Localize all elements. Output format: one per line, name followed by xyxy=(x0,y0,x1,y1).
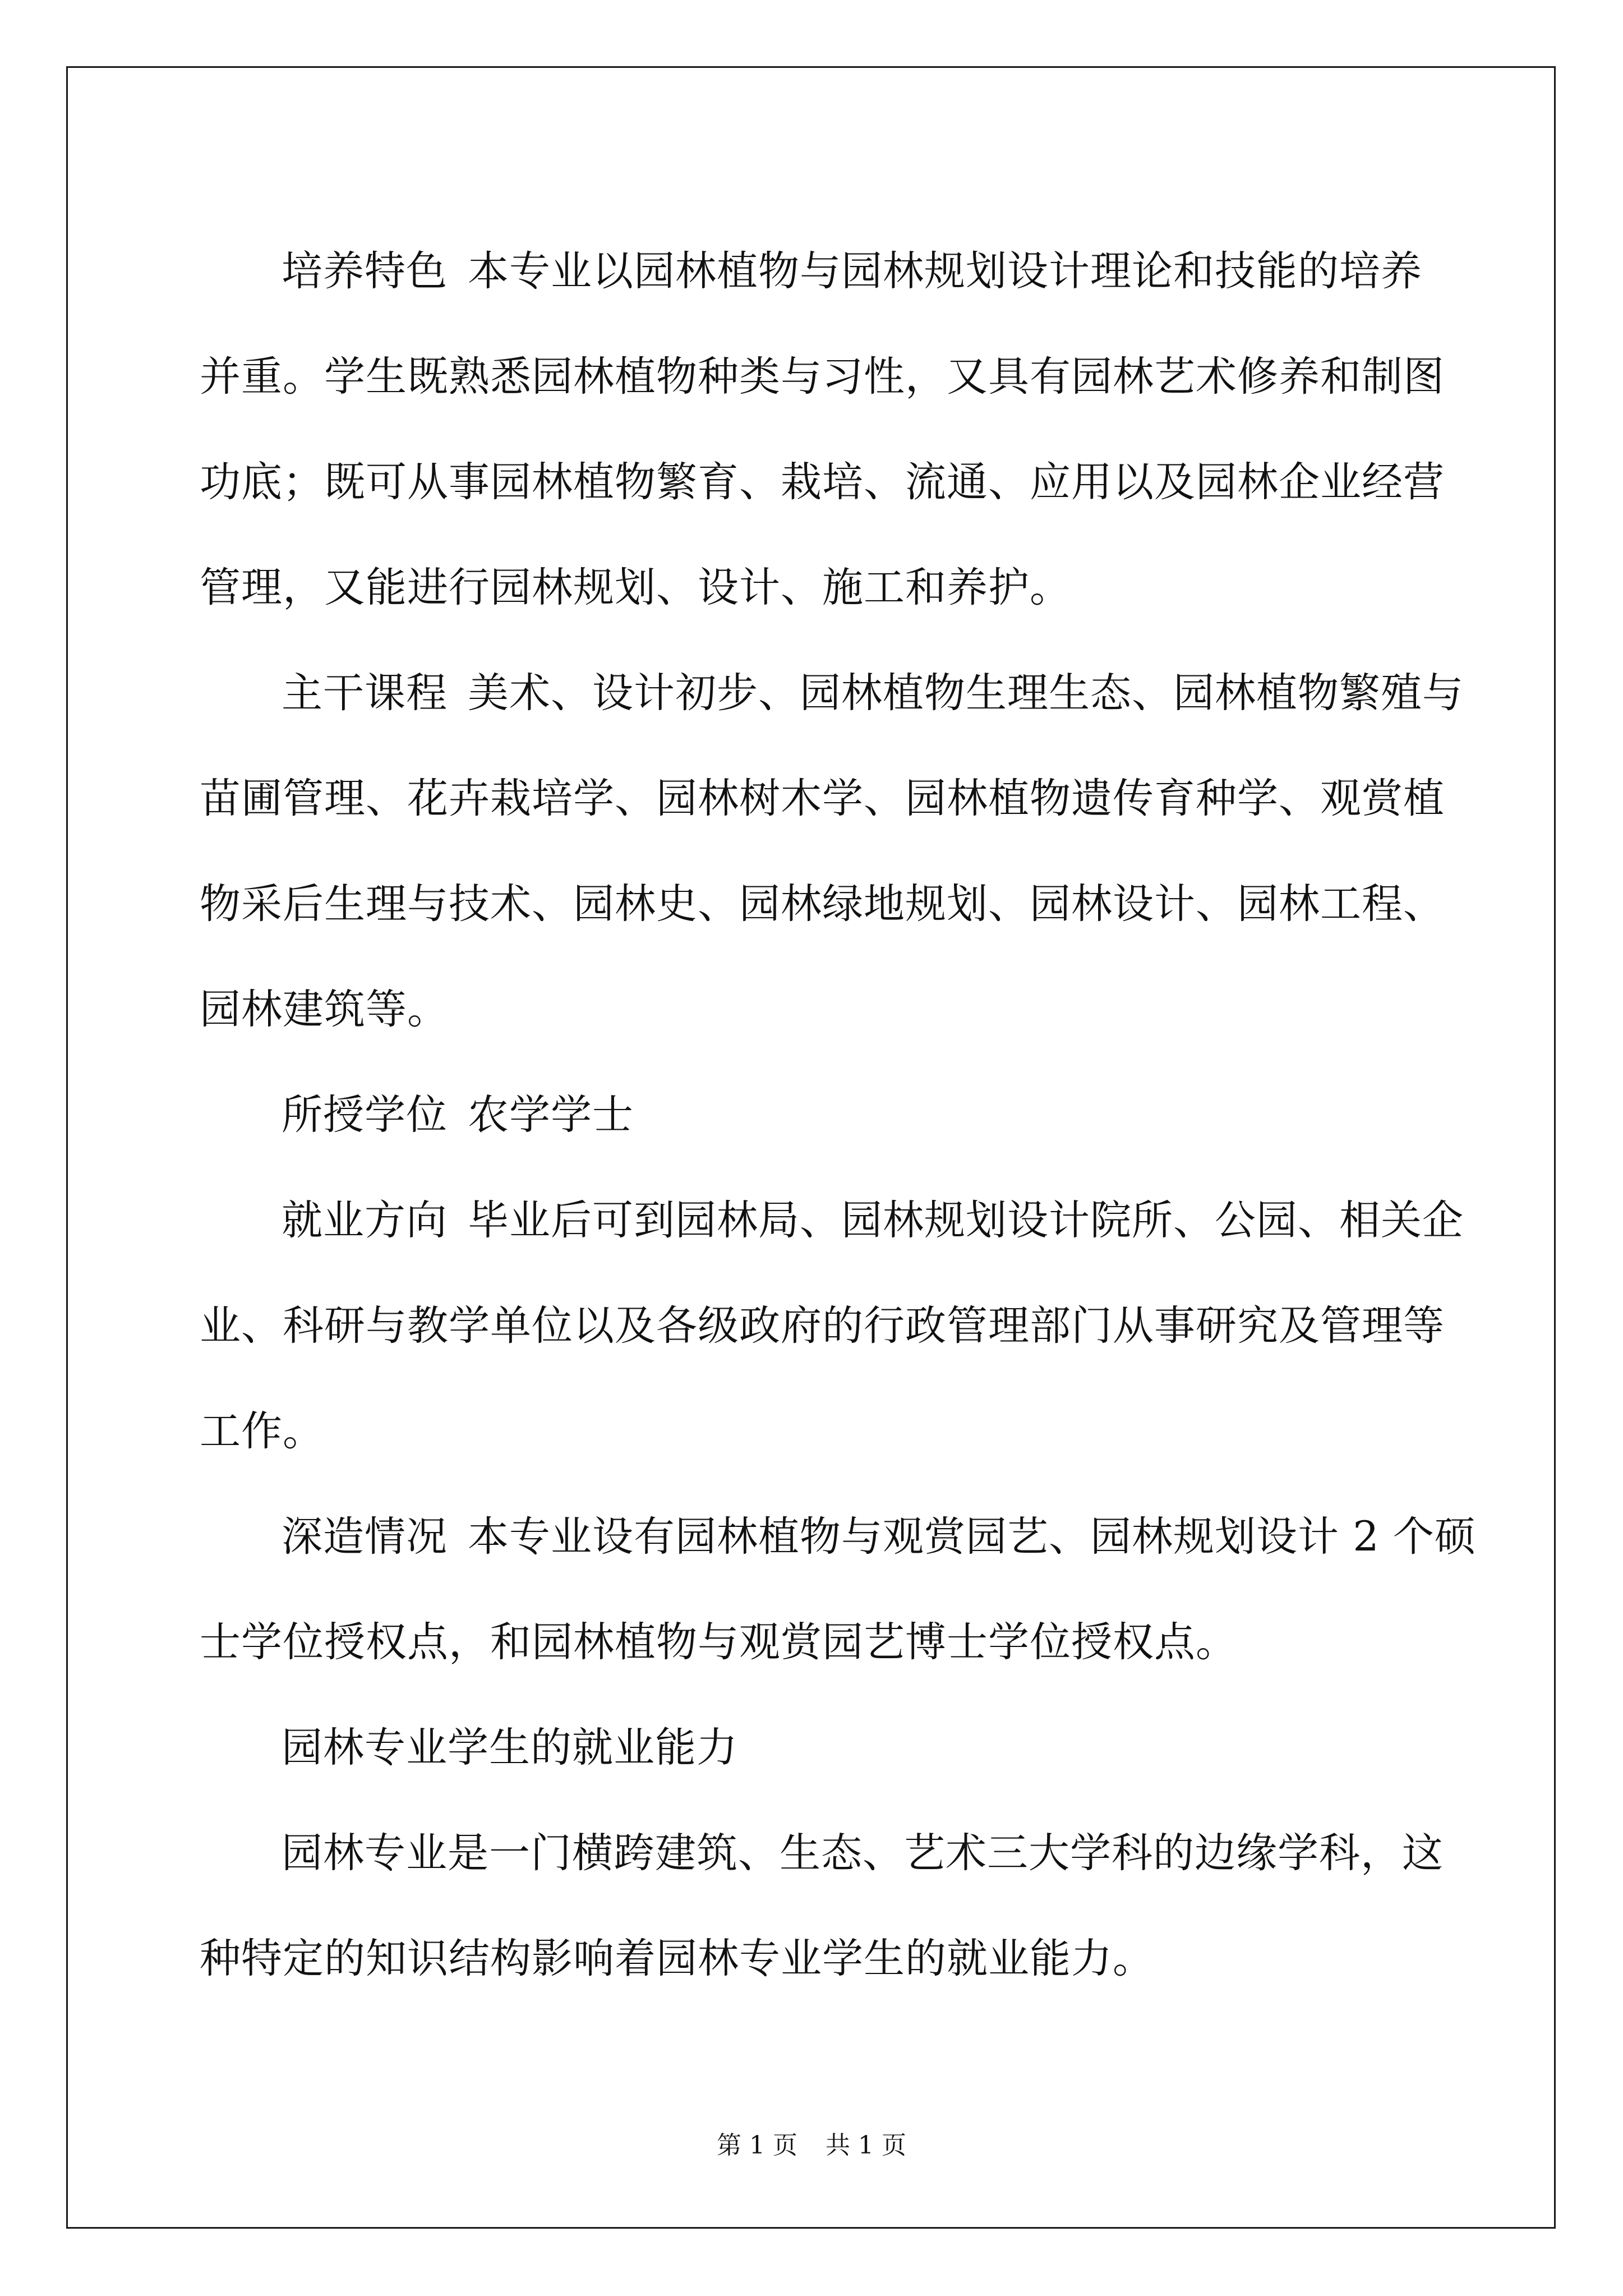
paragraph-text: 园林专业是一门横跨建筑、生态、艺术三大学科的边缘学科，这 xyxy=(282,1829,1444,1877)
paragraph-text: 苗圃管理、花卉栽培学、园林树木学、园林植物遗传育种学、观赏植 xyxy=(200,775,1445,822)
paragraph-text: 并重。学生既熟悉园林植物种类与习性，又具有园林艺术修养和制图 xyxy=(200,353,1445,401)
paragraph-employment-ability xyxy=(200,1801,1444,2012)
section-heading: 主干课程 xyxy=(282,669,448,717)
section-heading: 培养特色 xyxy=(282,247,448,295)
paragraph-text: 农学学士 xyxy=(468,1091,634,1139)
paragraph-main-courses xyxy=(200,641,1464,1062)
paragraph-text: 美术、设计初步、园林植物生理生态、园林植物繁殖与 xyxy=(468,669,1464,717)
section-heading: 所授学位 xyxy=(282,1091,448,1139)
section-heading: 深造情况 xyxy=(282,1513,448,1561)
paragraph-degree xyxy=(200,1062,1428,1168)
page-number: 第 1 页 xyxy=(717,2131,797,2160)
paragraph-text: 园林建筑等。 xyxy=(200,986,449,1033)
paragraph-text: 种特定的知识结构影响着园林专业学生的就业能力。 xyxy=(200,1935,1154,1982)
page-total: 共 1 页 xyxy=(826,2131,906,2160)
paragraph-training-features xyxy=(200,219,1445,641)
paragraph-text: 士学位授权点，和园林植物与观赏园艺博士学位授权点。 xyxy=(200,1618,1237,1666)
paragraph-employment xyxy=(200,1168,1464,1484)
paragraph-subtitle xyxy=(200,1695,1428,1801)
section-title: 园林专业学生的就业能力 xyxy=(282,1724,738,1772)
paragraph-text: 本专业设有园林植物与观赏园艺、园林规划设计 2 个硕 xyxy=(468,1513,1476,1561)
paragraph-text: 工作。 xyxy=(200,1407,324,1455)
paragraph-text: 毕业后可到园林局、园林规划设计院所、公园、相关企 xyxy=(468,1197,1464,1244)
document-body xyxy=(200,219,1476,2012)
paragraph-text: 功底；既可从事园林植物繁育、栽培、流通、应用以及园林企业经营 xyxy=(200,458,1445,506)
section-heading: 就业方向 xyxy=(282,1197,448,1244)
paragraph-text: 管理，又能进行园林规划、设计、施工和养护。 xyxy=(200,564,1071,611)
page-footer xyxy=(0,2125,1623,2161)
paragraph-text: 物采后生理与技术、园林史、园林绿地规划、园林设计、园林工程、 xyxy=(200,880,1445,928)
paragraph-text: 业、科研与教学单位以及各级政府的行政管理部门从事研究及管理等 xyxy=(200,1302,1445,1350)
paragraph-text: 本专业以园林植物与园林规划设计理论和技能的培养 xyxy=(468,247,1422,295)
paragraph-further-study xyxy=(200,1484,1476,1695)
